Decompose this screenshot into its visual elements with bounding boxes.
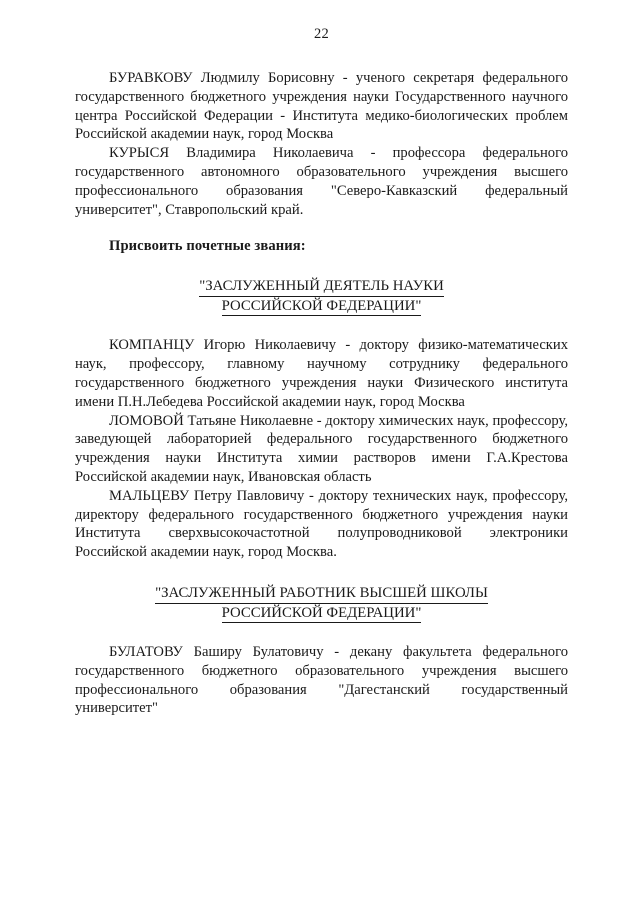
page-number: 22 <box>314 26 329 42</box>
paragraph-maltsevu: МАЛЬЦЕВУ Петру Павловичу - доктору технических наук, профессору, директору федерального государственного бюджетного учреждения науки Института сверхвысокочастотной полупроводниковой электроники Российской академии наук, город Москва. <box>75 487 568 561</box>
paragraph-kurysya: КУРЫСЯ Владимира Николаевича - профессора федерального государственного автономного образовательного учреждения высшего профессионального образования "Северо-Кавказский федеральный университет", Ставропольский край. <box>75 145 568 218</box>
paragraph-lomovoy: ЛОМОВОЙ Татьяне Николаевне - доктору химических наук, профессору, заведующей лабораторией федерального государственного бюджетного учреждения науки Института химии растворов имени Г.А.Крестова Российской академии наук, Ивановская область <box>75 412 568 485</box>
title-line-2: РОССИЙСКОЙ ФЕДЕРАЦИИ" <box>222 604 422 623</box>
paragraph-bulatovu: БУЛАТОВУ Баширу Булатовичу - декану факультета федерального государственного бюджетного образовательного учреждения высшего профессионального образования "Дагестанский государственный университет" <box>75 644 568 717</box>
heading-prisvoit: Присвоить почетные звания: <box>109 237 306 254</box>
document-body <box>75 69 568 718</box>
paragraph-kompantsu: КОМПАНЦУ Игорю Николаевичу - доктору физико-математических наук, профессору, главному научному сотруднику федерального государственного бюджетного учреждения науки Физического института имени П.Н.Лебедева Российской академии наук, город Москва <box>75 337 568 410</box>
title-zasluzhenny-deyatel-nauki <box>75 277 568 316</box>
title-line-2: РОССИЙСКОЙ ФЕДЕРАЦИИ" <box>222 297 422 316</box>
spacer <box>75 623 568 643</box>
title-line-1: "ЗАСЛУЖЕННЫЙ ДЕЯТЕЛЬ НАУКИ <box>199 277 444 296</box>
spacer <box>75 316 568 336</box>
title-line-1: "ЗАСЛУЖЕННЫЙ РАБОТНИК ВЫСШЕЙ ШКОЛЫ <box>155 584 488 603</box>
title-zasluzhenny-rabotnik-vysshey-shkoly <box>75 584 568 623</box>
paragraph-buravkovu: БУРАВКОВУ Людмилу Борисовну - ученого секретаря федерального государственного бюджетного учреждения науки Государственного научного центра Российской Федерации - Института медико-биологических проблем Российской академии наук, город Москва <box>75 70 568 143</box>
